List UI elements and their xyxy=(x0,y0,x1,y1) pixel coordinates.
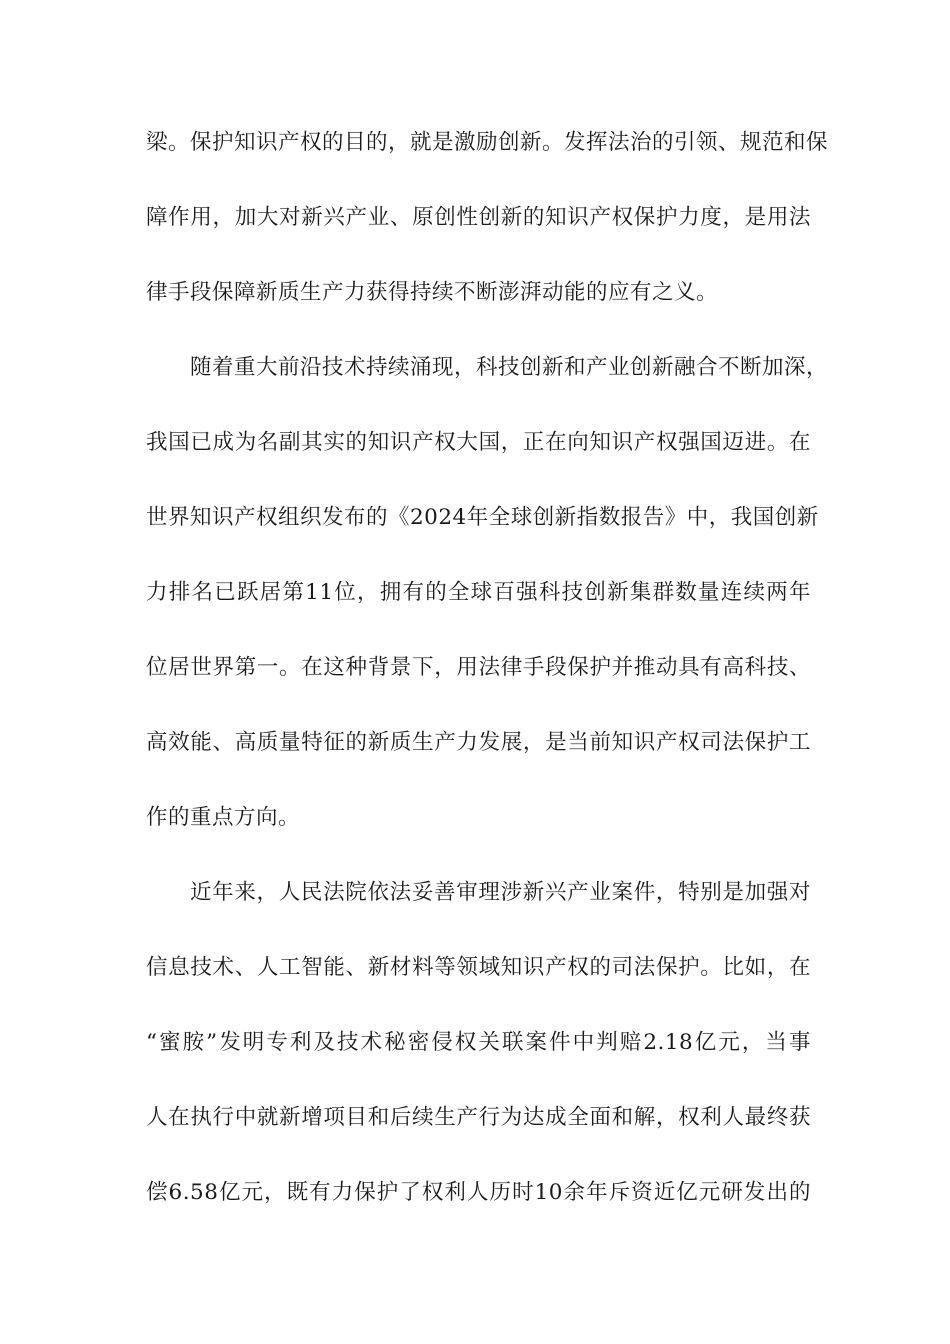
paragraph-2-line-6: 高效能、高质量特征的新质生产力发展，是当前知识产权司法保护工 xyxy=(146,730,811,755)
paragraph-2-line-2: 我国已成为名副其实的知识产权大国，正在向知识产权强国迈进。在 xyxy=(146,430,811,455)
paragraph-1-line-1: 梁。保护知识产权的目的，就是激励创新。发挥法治的引领、规范和保 xyxy=(146,130,829,155)
paragraph-3-line-5: 偿6.58亿元，既有力保护了权利人历时10余年斥资近亿元研发出的 xyxy=(146,1180,811,1205)
paragraph-3-line-1: 近年来，人民法院依法妥善审理涉新兴产业案件，特别是加强对 xyxy=(190,880,811,905)
paragraph-3-line-4: 人在执行中就新增项目和后续生产行为达成全面和解，权利人最终获 xyxy=(146,1105,811,1130)
paragraph-1-line-2: 障作用，加大对新兴产业、原创性创新的知识产权保护力度，是用法 xyxy=(146,205,811,230)
paragraph-2-line-7: 作的重点方向。 xyxy=(146,805,301,830)
paragraph-2-line-1: 随着重大前沿技术持续涌现，科技创新和产业创新融合不断加深， xyxy=(190,355,829,380)
paragraph-3-line-2: 信息技术、人工智能、新材料等领域知识产权的司法保护。比如，在 xyxy=(146,955,811,980)
paragraph-2-line-5: 位居世界第一。在这种背景下，用法律手段保护并推动具有高科技、 xyxy=(146,655,811,680)
paragraph-3-line-3: “蜜胺”发明专利及技术秘密侵权关联案件中判赔2.18亿元，当事 xyxy=(146,1030,811,1055)
paragraph-2-line-4: 力排名已跃居第11位，拥有的全球百强科技创新集群数量连续两年 xyxy=(146,580,811,605)
paragraph-2-line-3: 世界知识产权组织发布的《2024年全球创新指数报告》中，我国创新 xyxy=(146,505,819,530)
paragraph-1-line-3: 律手段保障新质生产力获得持续不断澎湃动能的应有之义。 xyxy=(146,280,719,305)
